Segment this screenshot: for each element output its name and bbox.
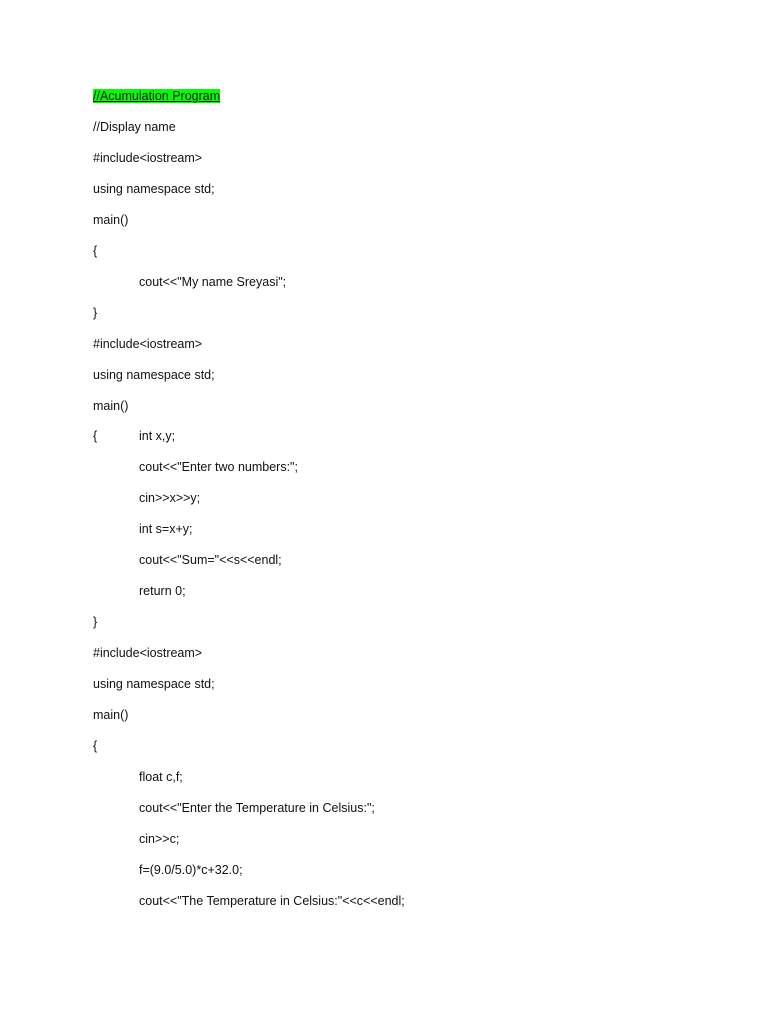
code-text: float c,f; <box>139 769 183 784</box>
code-text: #include<iostream> <box>93 336 203 351</box>
code-text: using namespace std; <box>93 367 215 382</box>
code-text: cout<<"The Temperature in Celsius:"<<c<<endl; <box>139 893 405 908</box>
code-line <box>93 891 405 911</box>
code-text: } <box>93 305 98 320</box>
code-line <box>93 550 282 570</box>
code-text: cout<<"Enter the Temperature in Celsius:"; <box>139 800 375 815</box>
code-text: main() <box>93 708 129 722</box>
code-text: //Display name <box>93 119 176 134</box>
code-text: #include<iostream> <box>93 646 203 661</box>
code-line <box>93 829 179 849</box>
code-line <box>93 736 97 756</box>
code-text: f=(9.0/5.0)*c+32.0; <box>139 862 243 877</box>
code-line <box>93 612 97 632</box>
code-text: main() <box>93 398 129 413</box>
code-text: using namespace std; <box>93 181 215 196</box>
code-line <box>93 117 176 137</box>
code-text: using namespace std; <box>93 677 215 692</box>
code-brace: { <box>93 429 98 444</box>
document-heading <box>93 86 220 106</box>
code-text: cout<<"Sum="<<s<<endl; <box>139 553 282 568</box>
code-text: int s=x+y; <box>139 522 193 537</box>
code-line <box>93 334 202 354</box>
code-text: //Acumulation Program <box>93 89 221 103</box>
code-line <box>93 767 183 787</box>
code-line <box>93 519 193 539</box>
code-text: { <box>93 243 98 258</box>
code-text: #include<iostream> <box>93 150 203 165</box>
code-text: cin>>x>>y; <box>139 491 201 506</box>
code-text: cin>>c; <box>139 831 180 846</box>
code-line <box>93 426 175 446</box>
code-line <box>93 860 243 880</box>
code-line <box>93 674 215 694</box>
code-line <box>93 210 128 230</box>
code-line <box>93 396 128 416</box>
code-line <box>93 581 186 601</box>
code-text: int x,y; <box>139 429 176 444</box>
code-text: cout<<"My name Sreyasi"; <box>139 274 287 289</box>
code-line <box>93 272 286 292</box>
code-line <box>93 148 202 168</box>
code-line <box>93 365 215 385</box>
code-line <box>93 457 298 477</box>
code-line <box>93 643 202 663</box>
code-text: cout<<"Enter two numbers:"; <box>139 460 298 475</box>
code-text: main() <box>93 212 129 227</box>
code-line <box>93 303 97 323</box>
code-text: } <box>93 615 98 630</box>
code-line <box>93 179 215 199</box>
code-line <box>93 798 375 818</box>
code-line <box>93 241 97 261</box>
code-text: return 0; <box>139 584 186 599</box>
code-line <box>93 705 128 725</box>
code-text: { <box>93 738 98 753</box>
code-line <box>93 488 200 508</box>
